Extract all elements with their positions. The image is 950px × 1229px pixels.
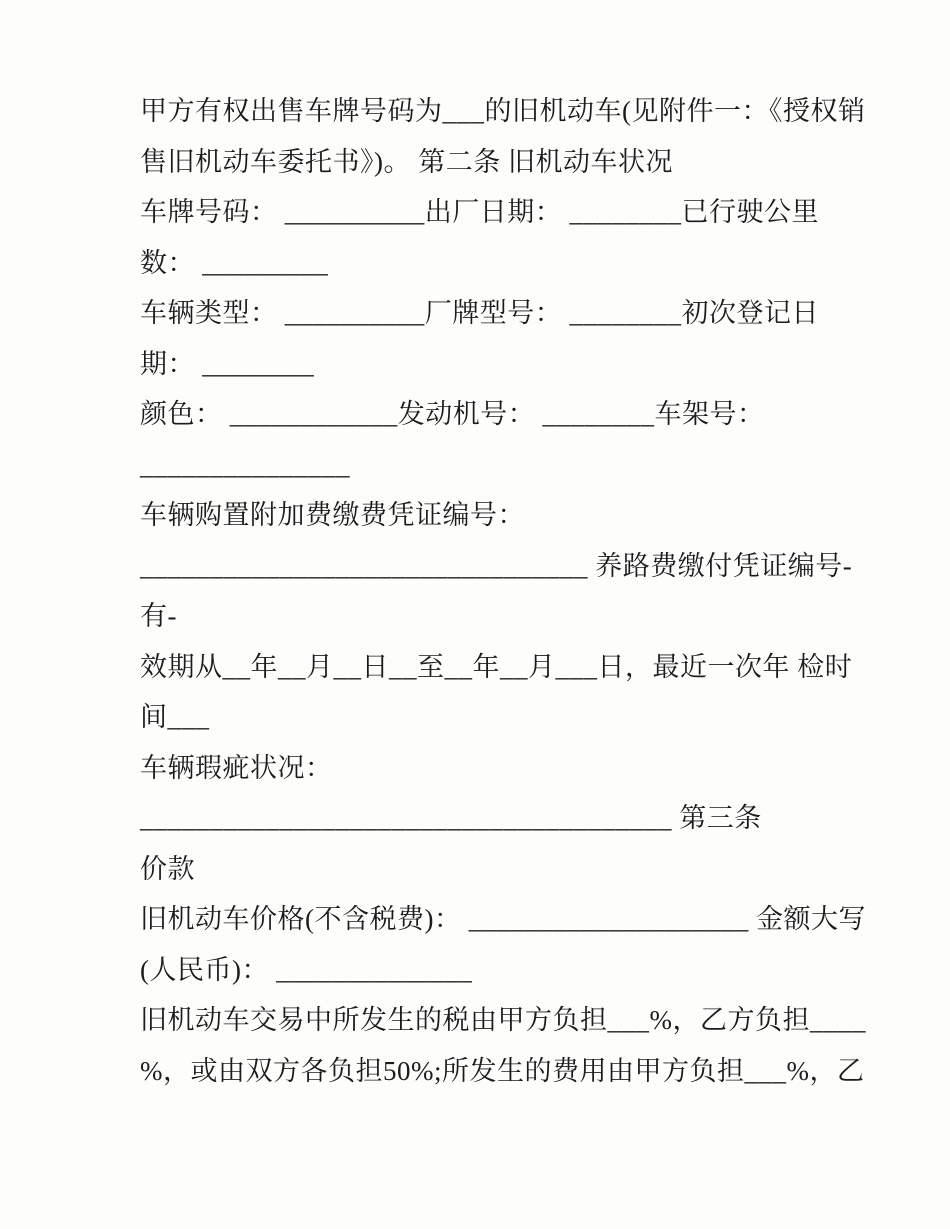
- document-line-blank: _______________: [140, 449, 350, 480]
- document-line: 间___: [140, 702, 210, 732]
- document-line: 有-: [140, 601, 177, 631]
- document-line: ______________________________________ 第三条: [140, 803, 762, 833]
- document-line: 甲方有权出售车牌号码为___的旧机动车(见附件一：《授权销: [140, 96, 866, 126]
- document-line: 车辆瑕疵状况：: [140, 752, 333, 783]
- document-line: 旧机动车价格(不含税费)： ____________________ 金额大写: [140, 904, 866, 934]
- document-line: 车牌号码： __________出厂日期： ________已行驶公里: [140, 197, 819, 227]
- document-line: %，或由双方各负担50%;所发生的费用由甲方负担___%，乙: [140, 1055, 865, 1086]
- document-line: 效期从__年__月__日__至__年__月___日，最近一次年 检时: [140, 651, 853, 682]
- document-line: 数： _________: [140, 247, 329, 278]
- document-line: 价款: [140, 853, 195, 884]
- document-line: 期： ________: [140, 348, 315, 379]
- document-line: 旧机动车交易中所发生的税由甲方负担___%，乙方负担____: [140, 1005, 866, 1035]
- document-line: (人民币)： ______________: [140, 954, 473, 985]
- document-line: 颜色： ____________发动机号： ________车架号：: [140, 399, 765, 429]
- document-line: ________________________________ 养路费缴付凭证编号-: [140, 550, 853, 581]
- document-line: 车辆类型： __________厂牌型号： ________初次登记日: [140, 298, 819, 328]
- document-line: 车辆购置附加费缴费凭证编号：: [140, 500, 525, 530]
- document-line: 售旧机动车委托书》)。 第二条 旧机动车状况: [140, 146, 673, 177]
